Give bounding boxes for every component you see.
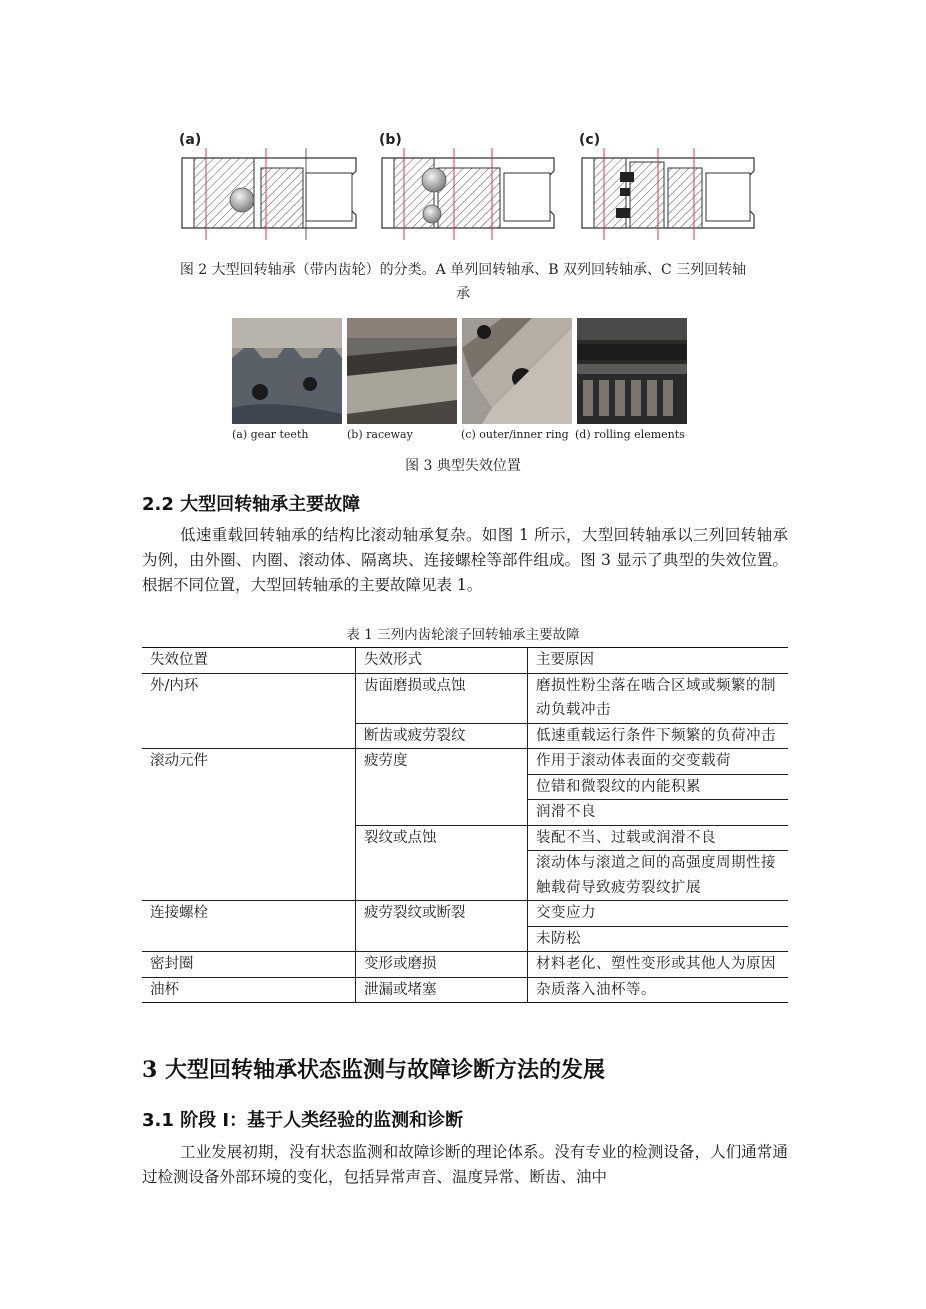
photo-raceway xyxy=(347,318,457,424)
table-cell-mode: 齿面磨损或点蚀 xyxy=(356,673,528,723)
photo-label-outer-inner-ring: (c) outer/inner ring xyxy=(461,428,569,441)
table-cell-cause: 位错和微裂纹的内能积累 xyxy=(528,774,789,800)
table-row xyxy=(142,749,788,775)
table-cell-cause: 杂质落入油杯等。 xyxy=(528,977,789,1003)
diagram-single-row xyxy=(179,132,356,240)
table-row xyxy=(142,901,788,927)
photo-gear-teeth xyxy=(232,318,342,424)
table-cell-mode: 泄漏或堵塞 xyxy=(356,977,528,1003)
table-row xyxy=(142,952,788,978)
table-cell-cause: 作用于滚动体表面的交变载荷 xyxy=(528,749,789,775)
table-row xyxy=(142,977,788,1003)
section-3-1-heading: 3.1 阶段 I：基于人类经验的监测和诊断 xyxy=(142,1110,464,1131)
photo-label-rolling-elements: (d) rolling elements xyxy=(575,428,685,441)
panel-label-b: (b) xyxy=(379,132,402,148)
panel-label-a: (a) xyxy=(179,132,202,148)
section-3-heading: 3 大型回转轴承状态监测与故障诊断方法的发展 xyxy=(142,1057,605,1083)
table-cell-mode: 疲劳度 xyxy=(356,749,528,826)
panel-label-c: (c) xyxy=(579,132,601,148)
diagram-three-row xyxy=(579,132,754,240)
table-cell-cause: 滚动体与滚道之间的高强度周期性接触载荷导致疲劳裂纹扩展 xyxy=(528,851,789,901)
figure-2-caption-line-1: 图 2 大型回转轴承（带内齿轮）的分类。A 单列回转轴承、B 双列回转轴承、C 三列回转轴 xyxy=(179,262,747,278)
table-cell-location: 油杯 xyxy=(142,977,356,1003)
table-header-cell: 失效位置 xyxy=(142,648,356,674)
table-cell-cause: 装配不当、过载或润滑不良 xyxy=(528,825,789,851)
table-cell-mode: 疲劳裂纹或断裂 xyxy=(356,901,528,952)
table-cell-cause: 交变应力 xyxy=(528,901,789,927)
table-cell-cause: 低速重载运行条件下频繁的负荷冲击 xyxy=(528,723,789,749)
diagram-double-row xyxy=(379,132,554,240)
table-cell-mode: 断齿或疲劳裂纹 xyxy=(356,723,528,749)
table-header-row xyxy=(142,648,788,674)
table-cell-location: 外/内环 xyxy=(142,673,356,749)
table-cell-location: 密封圈 xyxy=(142,952,356,978)
table-cell-cause: 未防松 xyxy=(528,926,789,952)
table-header-cell: 主要原因 xyxy=(528,648,789,674)
table-cell-location: 连接螺栓 xyxy=(142,901,356,952)
table-cell-location: 滚动元件 xyxy=(142,749,356,901)
photo-label-gear-teeth: (a) gear teeth xyxy=(232,428,309,441)
photo-rolling-elements xyxy=(577,318,687,424)
fault-table xyxy=(142,647,788,1003)
figure-2-diagrams xyxy=(176,128,766,248)
table-cell-cause: 磨损性粉尘落在啮合区域或频繁的制动负载冲击 xyxy=(528,673,789,723)
photo-label-raceway: (b) raceway xyxy=(347,428,413,441)
table-cell-mode: 变形或磨损 xyxy=(356,952,528,978)
section-2-2-heading: 2.2 大型回转轴承主要故障 xyxy=(142,494,361,515)
photo-outer-inner-ring xyxy=(462,318,572,424)
section-3-1-paragraph: 工业发展初期，没有状态监测和故障诊断的理论体系。没有专业的检测设备，人们通常通过检测设备外部环境的变化，包括异常声音、温度异常、断齿、油中 xyxy=(142,1143,788,1186)
figure-2-caption-line-2: 承 xyxy=(456,286,470,302)
table-header-cell: 失效形式 xyxy=(356,648,528,674)
table-1-caption: 表 1 三列内齿轮滚子回转轴承主要故障 xyxy=(346,627,580,643)
figure-3-caption: 图 3 典型失效位置 xyxy=(405,458,521,474)
table-row xyxy=(142,673,788,723)
table-cell-cause: 材料老化、塑性变形或其他人为原因 xyxy=(528,952,789,978)
table-cell-cause: 润滑不良 xyxy=(528,800,789,826)
section-2-2-paragraph: 低速重载回转轴承的结构比滚动轴承复杂。如图 1 所示，大型回转轴承以三列回转轴承为例，由外圈、内圈、滚动体、隔离块、连接螺栓等部件组成。图 3 显示了典型的失效位置。根据不同位置，大型回转轴承的主要故障见表 1。 xyxy=(142,526,788,594)
table-cell-mode: 裂纹或点蚀 xyxy=(356,825,528,901)
figure-3-photos xyxy=(232,318,687,446)
